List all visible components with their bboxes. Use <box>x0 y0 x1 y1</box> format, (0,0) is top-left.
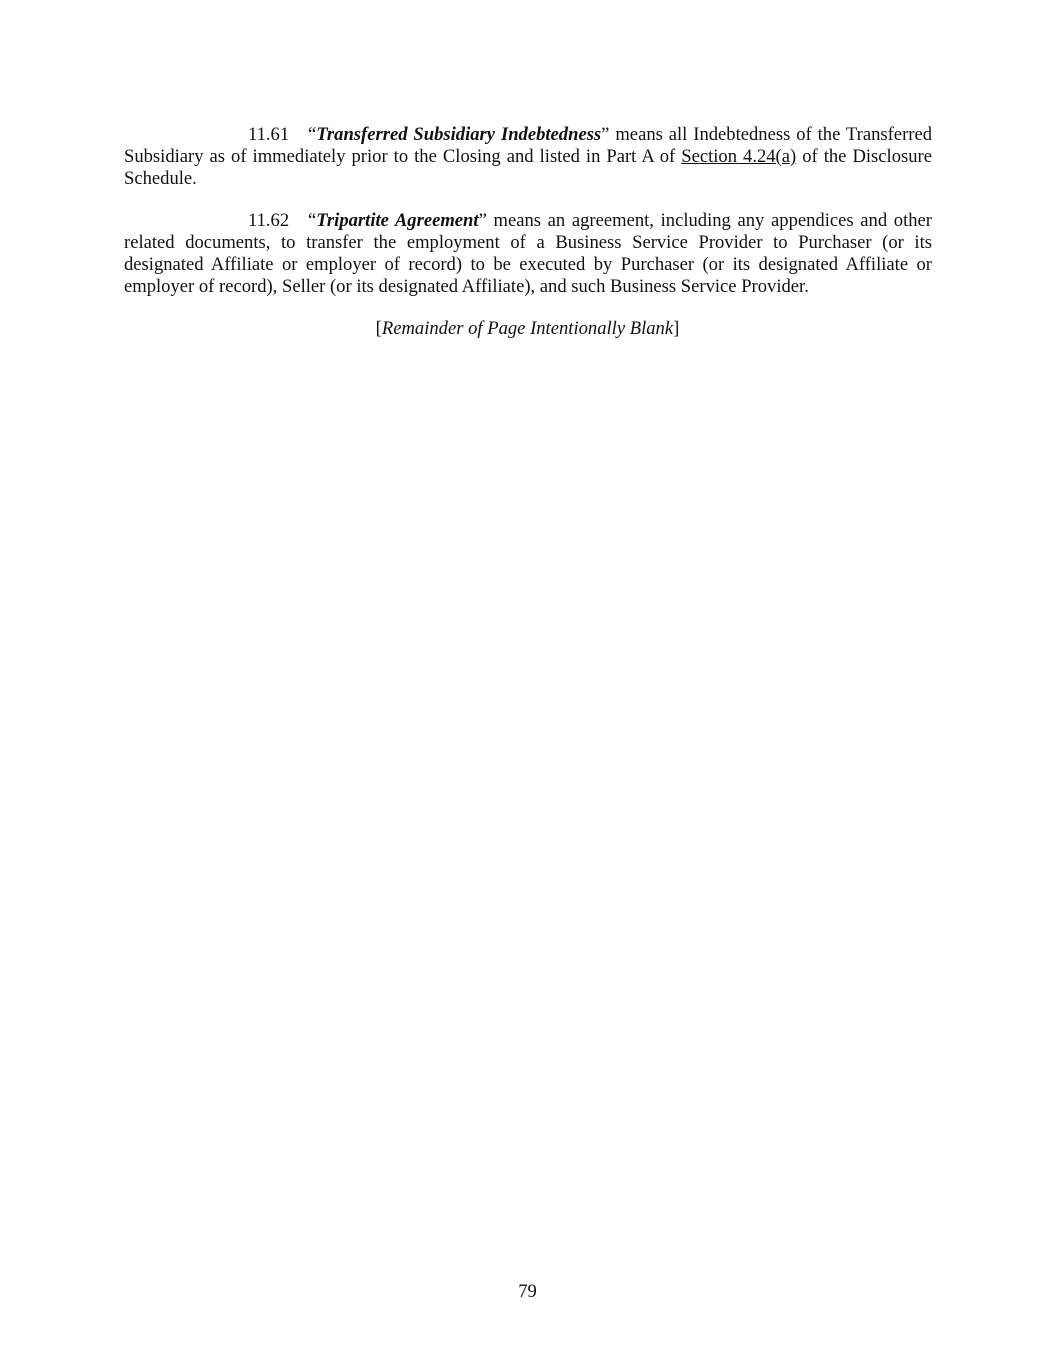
definition-text-end: of the Disclosure Schedule. <box>124 146 932 189</box>
close-quote: ” <box>601 124 610 145</box>
section-number: 11.62 <box>248 210 290 231</box>
remainder-blank-note <box>0 318 1055 340</box>
close-quote: ” <box>478 210 487 231</box>
defined-term: Transferred Subsidiary Indebtedness <box>316 124 602 145</box>
section-11-62 <box>124 210 932 298</box>
section-reference: Section 4.24(a) <box>681 146 797 167</box>
remainder-note-text: Remainder of Page Intentionally Blank <box>381 318 674 339</box>
section-number: 11.61 <box>248 124 290 145</box>
defined-term: Tripartite Agreement <box>316 210 479 231</box>
page-number: 79 <box>518 1281 537 1302</box>
open-quote: “ <box>308 124 317 145</box>
open-quote: “ <box>308 210 317 231</box>
definition-text: means an agreement, including any appendices and other related documents, to transfer the employment of a Business Service Provider to Purchaser (or its designated Affiliate or employer of record) to be executed by Purchaser (or its designated Affiliate or employer of record), Seller (or its designated Affiliate), and such Business Service Provider. <box>124 210 932 297</box>
open-bracket: [ <box>375 318 382 339</box>
section-11-61 <box>124 124 932 190</box>
definition-text: means all Indebtedness of the Transferred Subsidiary as of immediately prior to the Closing and listed in Part A of <box>124 124 932 167</box>
close-bracket: ] <box>673 318 680 339</box>
